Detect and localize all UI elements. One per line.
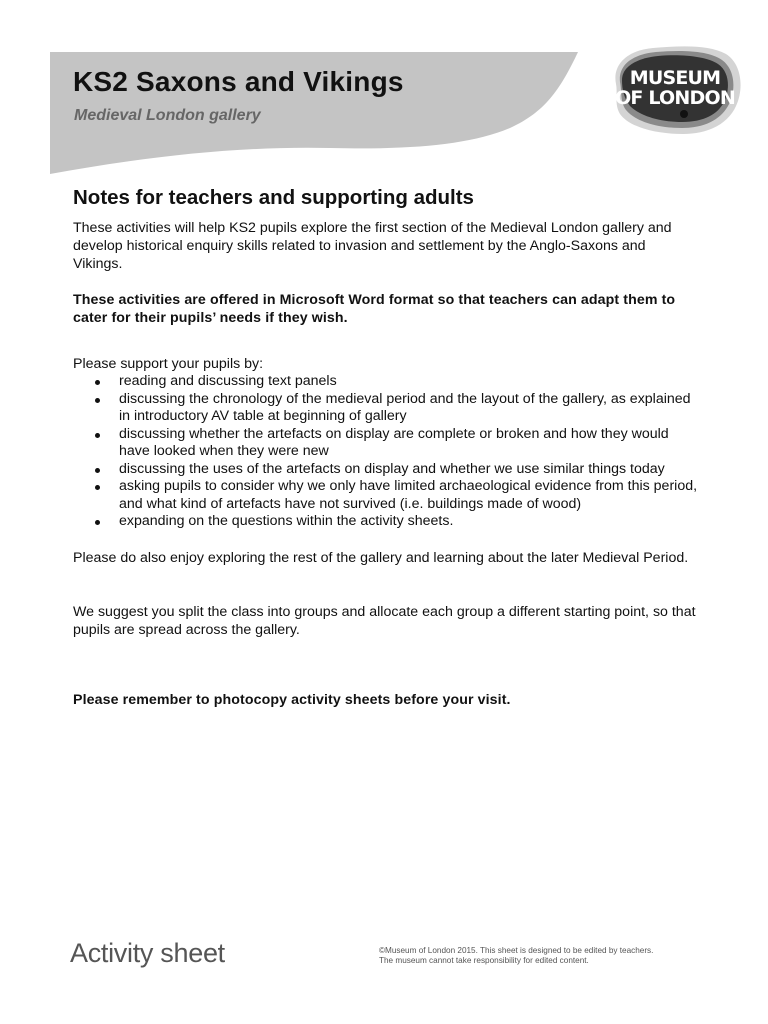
copyright-notice [379, 946, 719, 966]
copyright-line-1: ©Museum of London 2015. This sheet is designed to be edited by teachers. [379, 946, 654, 955]
list-item-text: asking pupils to consider why we only have limited archaeological evidence from this period, and what kind of artefacts have not survived (i.e. buildings made of wood) [119, 478, 698, 512]
header-banner [0, 0, 768, 180]
bullet-icon [95, 380, 100, 385]
list-item [73, 426, 698, 461]
document-subtitle: Medieval London gallery [74, 107, 261, 124]
bullet-icon [95, 433, 100, 438]
list-item [73, 373, 698, 391]
support-lead: Please support your pupils by: [73, 356, 264, 372]
bullet-icon [95, 398, 100, 403]
museum-of-london-logo [608, 44, 742, 136]
list-item-text: discussing the chronology of the medieval period and the layout of the gallery, as explained in introductory AV table at beginning of gallery [119, 390, 691, 424]
list-item-text: discussing whether the artefacts on display are complete or broken and how they would have looked when they were new [119, 425, 669, 459]
list-item-text: expanding on the questions within the activity sheets. [119, 513, 454, 529]
copyright-line-2: The museum cannot take responsibility for edited content. [379, 956, 589, 965]
list-item [73, 513, 698, 531]
bullet-icon [95, 485, 100, 490]
bullet-icon [95, 520, 100, 525]
groups-paragraph: We suggest you split the class into groups and allocate each group a different starting point, so that pupils are spread across the gallery. [73, 603, 696, 638]
logo-text-line2: OF LONDON [615, 87, 735, 109]
logo-text-line1: MUSEUM [629, 67, 721, 89]
list-item [73, 391, 698, 426]
notes-heading: Notes for teachers and supporting adults [73, 186, 474, 209]
word-format-note: These activities are offered in Microsoft Word format so that teachers can adapt them to cater for their pupils’ needs if they wish. [73, 292, 676, 326]
notes-section [73, 186, 698, 709]
document-title: KS2 Saxons and Vikings [73, 66, 404, 97]
bullet-icon [95, 468, 100, 473]
photocopy-reminder: Please remember to photocopy activity sheets before your visit. [73, 691, 511, 708]
intro-paragraph: These activities will help KS2 pupils explore the first section of the Medieval London gallery and develop historical enquiry skills related to invasion and settlement by the Anglo-Saxons and Vikings. [73, 220, 672, 272]
activity-sheet-label: Activity sheet [70, 938, 225, 968]
list-item-text: discussing the uses of the artefacts on display and whether we use similar things today [119, 460, 665, 477]
list-item [73, 478, 698, 513]
list-item-text: reading and discussing text panels [119, 373, 337, 389]
enjoy-paragraph: Please do also enjoy exploring the rest of the gallery and learning about the later Medieval Period. [73, 549, 689, 566]
list-item [73, 461, 698, 479]
support-list [73, 373, 698, 531]
